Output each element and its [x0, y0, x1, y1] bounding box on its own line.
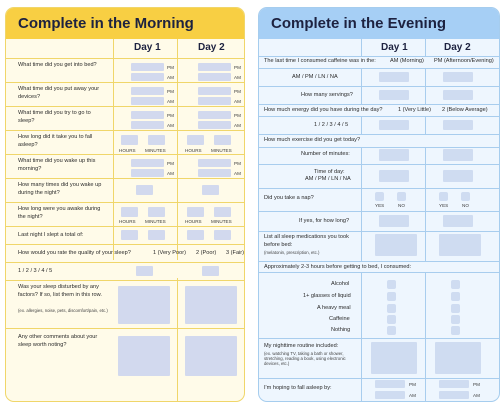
exercise-minutes-day2-field[interactable]: [443, 149, 473, 161]
comments-day1-field[interactable]: [118, 336, 170, 376]
question-times-woke: How many times did you wake up during the night?: [18, 182, 102, 196]
grid-line: [259, 261, 499, 262]
grid-line: [6, 202, 244, 203]
question-wake-time: What time did you wake up this morning?: [18, 158, 96, 172]
grid-line: [259, 56, 499, 57]
rating-option-3: 3 (Fair): [226, 250, 245, 256]
disturbed-day1-field[interactable]: [118, 286, 170, 324]
energy-scale-label: 1 / 2 / 3 / 4 / 5: [314, 122, 349, 128]
question-bed-time: What time did you get into bed?: [18, 62, 97, 68]
fall-day2-minutes-field[interactable]: [214, 135, 231, 145]
question-caffeine: The last time I consumed caffeine was in the:: [264, 58, 376, 64]
nap-day2-no-checkbox[interactable]: [461, 192, 470, 201]
question-sleep-disturbed: Was your sleep disturbed by any factors? If so, list them in this row.: [18, 284, 102, 298]
comments-day2-field[interactable]: [185, 336, 237, 376]
liquid-day2-checkbox[interactable]: [451, 292, 460, 301]
am-label: AM: [473, 393, 480, 398]
medications-day2-field[interactable]: [439, 234, 481, 256]
grid-line: [361, 39, 362, 56]
am-label: AM: [167, 75, 174, 80]
minutes-label: MINUTES: [211, 148, 232, 153]
question-sleep-medications-example: (melatonin, prescription, etc.): [264, 250, 320, 255]
morning-title: Complete in the Morning: [6, 8, 244, 39]
awake-day2-hours-field[interactable]: [187, 207, 204, 217]
morning-day2-header: Day 2: [198, 42, 225, 53]
devices-day1-pm-field[interactable]: [131, 87, 164, 95]
caffeine-day2-field[interactable]: [443, 72, 473, 82]
question-energy: How much energy did you have during the day?: [264, 107, 383, 113]
bed-time-day2-am-field[interactable]: [198, 73, 231, 81]
grid-line: [6, 106, 244, 107]
total-day1-minutes-field[interactable]: [148, 230, 165, 240]
consumed-item-caffeine: Caffeine: [329, 316, 350, 322]
wake-day2-pm-field[interactable]: [198, 159, 231, 167]
pm-label: PM: [234, 113, 241, 118]
exercise-minutes-day1-field[interactable]: [379, 149, 409, 161]
alcohol-day2-checkbox[interactable]: [451, 280, 460, 289]
routine-day2-field[interactable]: [435, 342, 481, 374]
grid-line: [6, 178, 244, 179]
pm-label: PM: [167, 89, 174, 94]
pm-label: PM: [234, 89, 241, 94]
question-nap: Did you take a nap?: [264, 195, 314, 201]
nap-duration-day2-field[interactable]: [443, 215, 473, 227]
morning-panel: [5, 7, 245, 402]
fall-day2-hours-field[interactable]: [187, 135, 204, 145]
question-exercise: How much exercise did you get today?: [264, 137, 361, 143]
grid-line: [259, 116, 499, 117]
yes-label: YES: [439, 203, 449, 208]
devices-day1-am-field[interactable]: [131, 97, 164, 105]
disturbed-day2-field[interactable]: [185, 286, 237, 324]
question-nighttime-routine: My nighttime routine included:: [264, 343, 339, 349]
evening-day1-header: Day 1: [381, 42, 408, 53]
wake-day1-am-field[interactable]: [131, 169, 164, 177]
question-try-sleep-time: What time did you try to go to sleep?: [18, 110, 91, 124]
bed-time-day1-pm-field[interactable]: [131, 63, 164, 71]
hoping-day1-pm-field[interactable]: [375, 380, 405, 388]
question-consumed: Approximately 2-3 hours before getting to bed, I consumed:: [264, 264, 412, 270]
am-label: AM: [234, 123, 241, 128]
fall-day1-hours-field[interactable]: [121, 135, 138, 145]
energy-option-1: 1 (Very Little): [398, 107, 431, 113]
grid-line: [6, 244, 244, 245]
try-sleep-day1-pm-field[interactable]: [131, 111, 164, 119]
hoping-day2-am-field[interactable]: [439, 391, 469, 399]
am-label: AM: [234, 171, 241, 176]
no-label: NO: [462, 203, 469, 208]
grid-line: [259, 164, 499, 165]
bed-time-day1-am-field[interactable]: [131, 73, 164, 81]
medications-day1-field[interactable]: [375, 234, 417, 256]
evening-day2-header: Day 2: [444, 42, 471, 53]
total-day1-hours-field[interactable]: [121, 230, 138, 240]
grid-line: [259, 188, 499, 189]
nap-duration-day1-field[interactable]: [379, 215, 409, 227]
devices-day2-am-field[interactable]: [198, 97, 231, 105]
question-rate-quality: How would you rate the quality of your sleep?: [18, 250, 131, 256]
try-sleep-day2-pm-field[interactable]: [198, 111, 231, 119]
awake-day1-hours-field[interactable]: [121, 207, 138, 217]
hoping-day2-pm-field[interactable]: [439, 380, 469, 388]
am-label: AM: [234, 75, 241, 80]
question-nighttime-routine-example: (ex. watching TV, taking a bath or shower, stretching, reading a book, using electronic devices, etc.): [264, 351, 346, 367]
heavy-meal-day2-checkbox[interactable]: [451, 304, 460, 313]
times-woke-day1-field[interactable]: [136, 185, 153, 195]
pm-label: PM: [167, 161, 174, 166]
question-hoping-sleep: I'm hoping to fall asleep by:: [264, 385, 332, 391]
exercise-time-day2-field[interactable]: [443, 170, 473, 182]
question-servings: How many servings?: [301, 92, 353, 98]
caffeine-day1-field[interactable]: [379, 72, 409, 82]
grid-line: [361, 272, 362, 402]
question-sleep-medications: List all sleep medications you took before bed:: [264, 234, 349, 248]
servings-day1-field[interactable]: [379, 90, 409, 100]
energy-day1-field[interactable]: [379, 120, 409, 130]
rating-option-2: 2 (Poor): [196, 250, 217, 256]
energy-option-2: 2 (Below Average): [442, 107, 488, 113]
wake-day1-pm-field[interactable]: [131, 159, 164, 167]
pm-label: PM: [167, 65, 174, 70]
no-label: NO: [398, 203, 405, 208]
am-label: AM: [167, 171, 174, 176]
pm-label: PM: [409, 382, 416, 387]
hours-label: HOURS: [119, 148, 136, 153]
caffeine-day1-checkbox[interactable]: [387, 315, 396, 324]
am-label: AM: [167, 99, 174, 104]
caffeine-scale-label: AM / PM / LN / NA: [292, 74, 338, 80]
grid-line: [259, 104, 499, 105]
question-nap-duration: If yes, for how long?: [299, 218, 350, 224]
grid-line: [6, 58, 244, 59]
grid-line: [425, 116, 426, 134]
devices-day2-pm-field[interactable]: [198, 87, 231, 95]
question-devices-time: What time did you put away your devices?: [18, 86, 100, 100]
awake-day1-minutes-field[interactable]: [148, 207, 165, 217]
consumed-item-liquid: 1+ glasses of liquid: [303, 293, 351, 299]
am-label: AM: [409, 393, 416, 398]
consumed-item-heavy-meal: A heavy meal: [317, 305, 351, 311]
grid-line: [259, 272, 499, 273]
nothing-day2-checkbox[interactable]: [451, 326, 460, 335]
evening-panel: [258, 7, 500, 402]
rating-day1-field[interactable]: [136, 266, 153, 276]
nothing-day1-checkbox[interactable]: [387, 326, 396, 335]
rating-scale-label: 1 / 2 / 3 / 4 / 5: [18, 268, 53, 274]
time-of-day-scale-label: AM / PM / LN / NA: [305, 176, 351, 182]
grid-line: [259, 378, 499, 379]
grid-line: [259, 338, 499, 339]
grid-line: [425, 272, 426, 402]
grid-line: [6, 130, 244, 131]
question-total-sleep: Last night I slept a total of:: [18, 232, 84, 238]
hoping-day1-am-field[interactable]: [375, 391, 405, 399]
am-label: AM: [167, 123, 174, 128]
wake-day2-am-field[interactable]: [198, 169, 231, 177]
alcohol-day1-checkbox[interactable]: [387, 280, 396, 289]
grid-line: [259, 86, 499, 87]
caffeine-day2-checkbox[interactable]: [451, 315, 460, 324]
times-woke-day2-field[interactable]: [202, 185, 219, 195]
caffeine-option-pm: PM (Afternoon/Evening): [434, 58, 494, 64]
grid-line: [259, 231, 499, 232]
grid-line: [6, 262, 244, 263]
caffeine-option-am: AM (Morning): [390, 58, 424, 64]
evening-title: Complete in the Evening: [259, 8, 499, 39]
fall-day1-minutes-field[interactable]: [148, 135, 165, 145]
exercise-time-day1-field[interactable]: [379, 170, 409, 182]
nap-day1-yes-checkbox[interactable]: [375, 192, 384, 201]
awake-day2-minutes-field[interactable]: [214, 207, 231, 217]
grid-line: [425, 39, 426, 56]
grid-line: [6, 280, 244, 281]
total-day2-minutes-field[interactable]: [214, 230, 231, 240]
routine-day1-field[interactable]: [371, 342, 417, 374]
grid-line: [6, 82, 244, 83]
grid-line: [361, 116, 362, 134]
grid-line: [259, 68, 499, 69]
heavy-meal-day1-checkbox[interactable]: [387, 304, 396, 313]
morning-day1-header: Day 1: [134, 42, 161, 53]
try-sleep-day2-am-field[interactable]: [198, 121, 231, 129]
am-label: AM: [234, 99, 241, 104]
grid-line: [6, 226, 244, 227]
minutes-label: MINUTES: [145, 219, 166, 224]
grid-line: [259, 134, 499, 135]
servings-day2-field[interactable]: [443, 90, 473, 100]
hours-label: HOURS: [185, 148, 202, 153]
question-awake-duration: How long were you awake during the night?: [18, 206, 101, 220]
consumed-item-nothing: Nothing: [331, 327, 351, 333]
pm-label: PM: [234, 161, 241, 166]
total-day2-hours-field[interactable]: [187, 230, 204, 240]
question-time-of-day: Time of day:: [314, 169, 345, 175]
hours-label: HOURS: [185, 219, 202, 224]
rating-option-1: 1 (Very Poor): [153, 250, 186, 256]
consumed-item-alcohol: Alcohol: [331, 281, 350, 287]
question-minutes: Number of minutes:: [301, 151, 350, 157]
nap-day1-no-checkbox[interactable]: [397, 192, 406, 201]
minutes-label: MINUTES: [211, 219, 232, 224]
energy-day2-field[interactable]: [443, 120, 473, 130]
try-sleep-day1-am-field[interactable]: [131, 121, 164, 129]
grid-line: [259, 211, 499, 212]
pm-label: PM: [473, 382, 480, 387]
grid-line: [259, 147, 499, 148]
question-fall-asleep-duration: How long did it take you to fall asleep?: [18, 134, 93, 148]
rating-day2-field[interactable]: [202, 266, 219, 276]
liquid-day1-checkbox[interactable]: [387, 292, 396, 301]
hours-label: HOURS: [119, 219, 136, 224]
grid-line: [6, 328, 244, 329]
pm-label: PM: [234, 65, 241, 70]
grid-line: [177, 278, 178, 402]
pm-label: PM: [167, 113, 174, 118]
minutes-label: MINUTES: [145, 148, 166, 153]
yes-label: YES: [375, 203, 385, 208]
bed-time-day2-pm-field[interactable]: [198, 63, 231, 71]
question-other-comments: Any other comments about your sleep worth noting?: [18, 334, 98, 348]
grid-line: [6, 154, 244, 155]
question-sleep-disturbed-example: (ex. allergies, noise, pets, discomfort/pain, etc.): [18, 308, 108, 313]
nap-day2-yes-checkbox[interactable]: [439, 192, 448, 201]
